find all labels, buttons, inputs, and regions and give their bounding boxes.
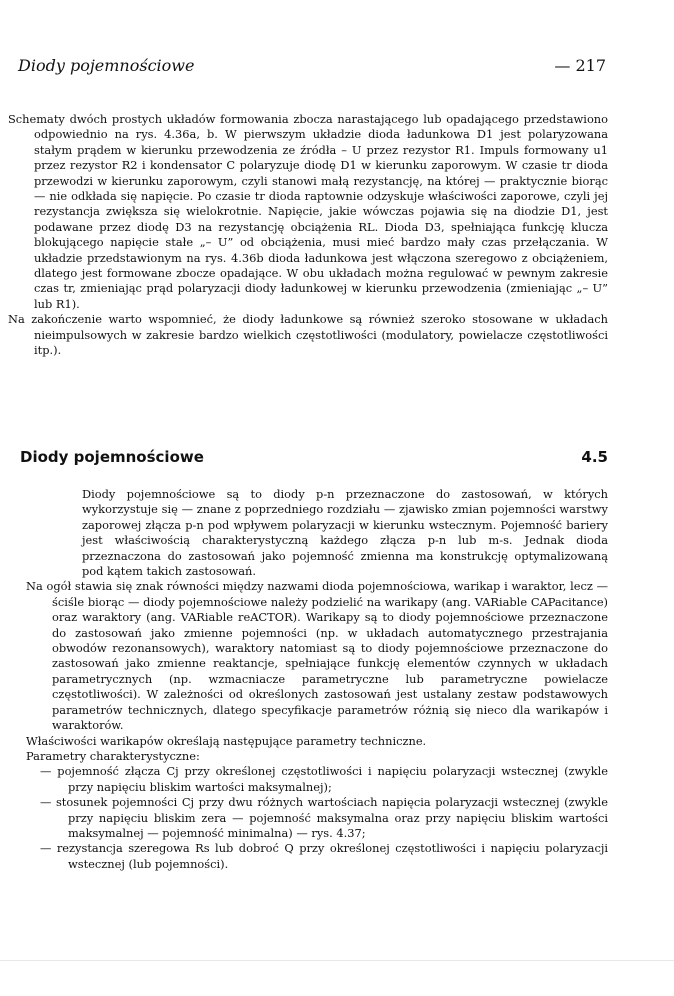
section-paragraph-3: Właściwości warikapów określają następujące parametry techniczne. <box>26 733 427 748</box>
section-body <box>26 487 608 872</box>
parameters-heading: Parametry charakterystyczne: <box>26 748 200 763</box>
section-number: 4.5 <box>581 448 608 466</box>
section-heading <box>20 448 608 472</box>
page-header <box>18 56 606 80</box>
parameter-item: — rezystancja szeregowa Rs lub dobroć Q przy określonej częstotliwości i napięciu polaryzacji wstecznej (lub pojemności). <box>40 841 608 871</box>
intro-paragraph: Schematy dwóch prostych układów formowania zbocza narastającego lub opadającego przedstawiono odpowiednio na rys. 4.36a, b. W pierwszym układzie dioda ładunkowa D1 jest polaryzowana stałym prądem w kierunku przewodzenia ze źródła – U przez rezystor R1. Impuls formowany u1 przez rezystor R2 i kondensator C polaryzuje diodę D1 w kierunku zaporowym. W czasie tr dioda przewodzi w kierunku zaporowym, czyli stanowi małą rezystancję, na której — praktycznie biorąc — nie odkłada się napięcie. Po czasie tr dioda raptownie odzyskuje właściwości zaporowe, czyli jej rezystancja zwiększa się wielokrotnie. Napięcie, jakie wówczas pojawia się na diodzie D1, jest podawane przez diodę D3 na rezystancję obciążenia RL. Dioda D3, spełniająca funkcję klucza blokującego napięcie stałe „– U” od obciążenia, musi mieć bardzo mały czas przełączania. W układzie przedstawionym na rys. 4.36b dioda ładunkowa jest włączona szeregowo z obciążeniem, dlatego jest formowane zbocze opadające. W obu układach można regulować w pewnym zakresie czas tr, zmieniając prąd polaryzacji diody ładunkowej w kierunku przewodzenia (zmieniając „– U” lub R1). <box>8 112 608 311</box>
scan-edge-divider <box>0 960 674 961</box>
page-number: — 217 <box>554 56 606 75</box>
section-paragraph-1: Diody pojemnościowe są to diody p-n przeznaczone do zastosowań, w których wykorzystuje się — znane z poprzedniego rozdziału — zjawisko zmian pojemności warstwy zaporowej złącza p-n pod wpływem polaryzacji w kierunku wstecznym. Pojemność bariery jest właściwością charakterystyczną każdego złącza p-n lub m-s. Jednak dioda przeznaczona do zastosowań jako pojemność zmienna ma konstrukcję optymalizowaną pod kątem takich zastosowań. <box>82 487 608 579</box>
parameter-item: — pojemność złącza Cj przy określonej częstotliwości i napięciu polaryzacji wstecznej (zwykle przy napięciu bliskim wartości maksymalnej); <box>40 764 608 794</box>
section-paragraph-2: Na ogół stawia się znak równości między nazwami dioda pojemnościowa, warikap i waraktor, lecz — ściśle biorąc — diody pojemnościowe należy podzielić na warikapy (ang. VARiable CAPacitance) oraz waraktory (ang. VARiable reACTOR). Warikapy są to diody pojemnościowe przeznaczone do zastosowań jako zmienne pojemności (np. w układach automatycznego przestrajania obwodów rezonansowych), waraktory natomiast są to diody pojemnościowe przeznaczone do zastosowań jako zmienne reaktancje, spełniające funkcję elementów czynnych w układach parametrycznych (np. wzmacniacze parametryczne lub parametryczne powielacze częstotliwości). W zależności od określonych zastosowań jest ustalany zestaw podstawowych parametrów technicznych, dlatego specyfikacje parametrów różnią się nieco dla warikapów i waraktorów. <box>26 579 608 733</box>
closing-paragraph: Na zakończenie warto wspomnieć, że diody ładunkowe są również szeroko stosowane w układach nieimpulsowych w zakresie bardzo wielkich częstotliwości (modulatory, powielacze częstotliwości itp.). <box>8 312 608 358</box>
parameter-item: — stosunek pojemności Cj przy dwu różnych wartościach napięcia polaryzacji wstecznej (zwykle przy napięciu bliskim zera — pojemność maksymalna oraz przy napięciu bliskim wartości maksymalnej — pojemność minimalna) — rys. 4.37; <box>40 795 608 840</box>
intro-block <box>8 112 608 359</box>
section-title: Diody pojemnościowe <box>20 448 204 466</box>
running-title: Diody pojemnościowe <box>18 56 195 75</box>
